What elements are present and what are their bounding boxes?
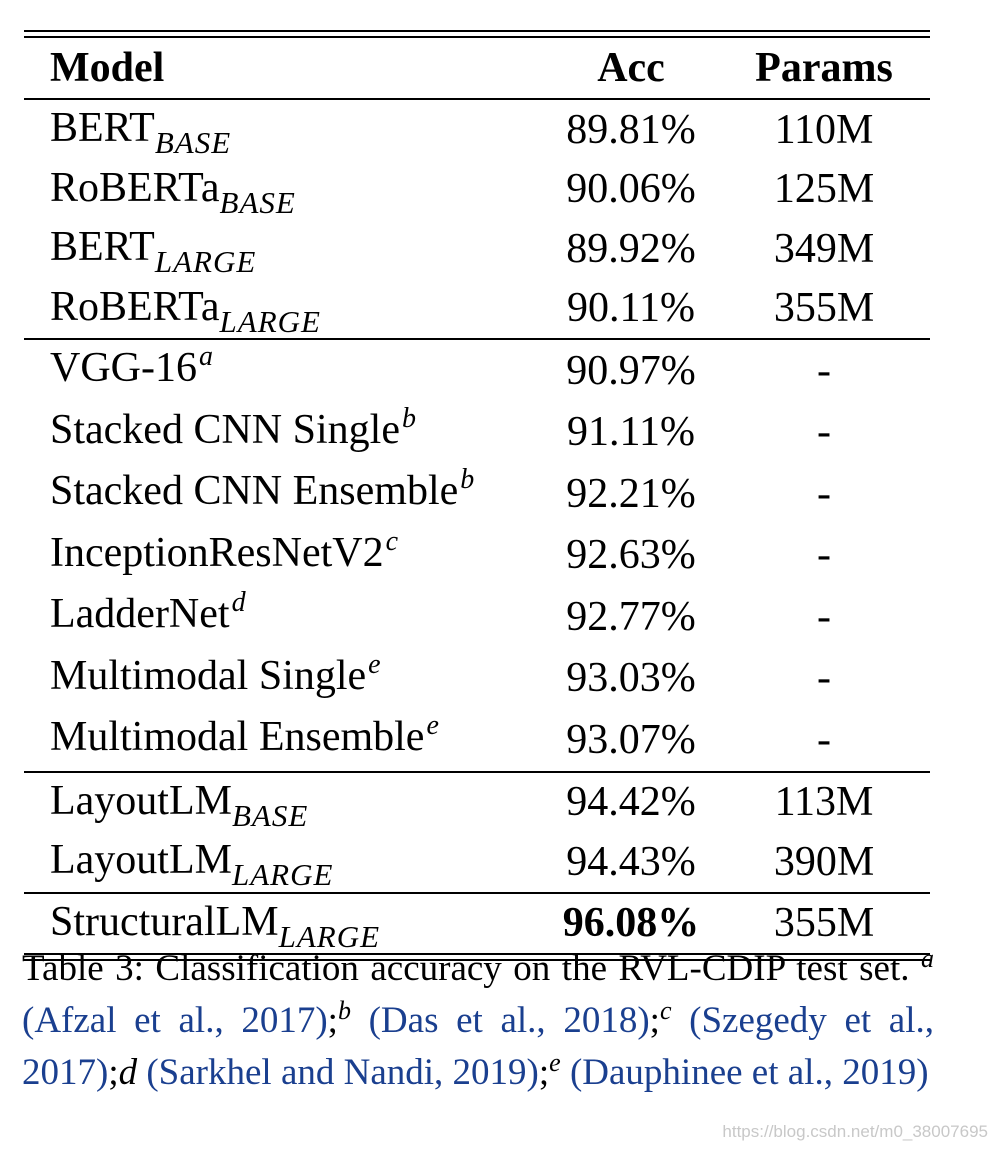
- table-row: [24, 219, 930, 279]
- table-row: [24, 648, 930, 710]
- params-cell: 349M: [773, 225, 875, 272]
- accuracy-cell: 94.42%: [544, 772, 718, 833]
- params-cell: 113M: [718, 772, 930, 833]
- model-name-cell: [24, 219, 544, 279]
- params-cell: 355M: [718, 893, 930, 954]
- model-variant-subscript: LARGE: [278, 918, 381, 954]
- model-variant-subscript: BASE: [219, 184, 296, 220]
- params-cell: -: [718, 339, 930, 402]
- results-table-container: [24, 30, 930, 961]
- table-row: [24, 525, 930, 587]
- model-name-cell: [24, 463, 544, 525]
- model-name-cell: [24, 160, 544, 220]
- header-model: Model: [50, 45, 165, 91]
- model-variant-subscript: BASE: [154, 125, 232, 160]
- model-name: LayoutLM: [50, 837, 232, 883]
- model-variant-subscript: BASE: [231, 797, 309, 833]
- model-name: BERT: [50, 224, 155, 270]
- table-top-double-rule: [24, 30, 930, 38]
- table-caption: Table 3: Classification accuracy on the RVL-CDIP test set. $^a$ (Afzal et al., 2017);$^b$ (Das et al., 2018);$^c$ (Szegedy et al., 2017);d (Sarkhel and Nandi, 2019);$^e$ (Dauphinee et al., 2019): [22, 944, 935, 1093]
- caption-citation-link[interactable]: (Szegedy et al., 2017): [22, 1000, 935, 1093]
- model-name: Stacked CNN Single: [50, 406, 400, 453]
- model-variant-subscript: LARGE: [231, 857, 334, 892]
- model-name: InceptionResNetV2: [50, 529, 384, 576]
- citation-superscript: c: [385, 525, 399, 557]
- model-name-cell: [24, 525, 544, 587]
- accuracy-cell: 96.08%: [544, 893, 718, 954]
- caption-ref-mark: a: [921, 944, 934, 973]
- model-name: StructuralLM: [50, 898, 279, 945]
- model-name: VGG-16: [50, 345, 197, 391]
- citation-superscript: e: [368, 648, 381, 680]
- model-name-cell: [24, 99, 544, 160]
- model-name-cell: [24, 279, 544, 340]
- accuracy-cell: 93.03%: [566, 655, 696, 701]
- table-row: [24, 402, 930, 464]
- caption-text: Table 3: Classification accuracy on the RVL-CDIP test set.: [22, 948, 910, 989]
- caption-ref-mark: e: [549, 1048, 561, 1077]
- accuracy-cell: 90.06%: [566, 166, 696, 212]
- table-row: [24, 160, 930, 220]
- model-name: LadderNet: [50, 591, 230, 637]
- accuracy-cell: 92.63%: [566, 532, 696, 578]
- model-name-cell: [24, 586, 544, 648]
- table-row: [24, 463, 930, 525]
- accuracy-cell: 92.21%: [566, 470, 696, 517]
- accuracy-cell: 89.92%: [566, 225, 696, 272]
- header-params: Params: [755, 45, 893, 91]
- caption-ref-mark: d: [118, 1052, 138, 1093]
- model-name: Multimodal Ensemble: [50, 714, 425, 760]
- params-cell: -: [817, 655, 831, 701]
- accuracy-cell: 91.11%: [567, 409, 695, 455]
- model-name: Multimodal Single: [50, 652, 367, 699]
- model-name: LayoutLM: [50, 777, 232, 824]
- params-cell: 390M: [773, 838, 875, 885]
- params-cell: -: [817, 409, 831, 455]
- caption-citation-link[interactable]: (Das et al., 2018): [368, 1000, 650, 1041]
- table-header-row: [24, 38, 930, 99]
- accuracy-cell: 90.97%: [544, 339, 718, 402]
- accuracy-cell: 90.11%: [567, 285, 695, 331]
- caption-citation-link[interactable]: (Afzal et al., 2017): [22, 1000, 328, 1041]
- accuracy-cell: 94.43%: [566, 838, 696, 885]
- caption-ref-mark: b: [337, 996, 351, 1025]
- citation-superscript: a: [198, 341, 213, 372]
- model-name-cell: [24, 832, 544, 893]
- table-row: [24, 339, 930, 402]
- accuracy-cell: 92.77%: [566, 593, 696, 640]
- caption-citation-link[interactable]: (Sarkhel and Nandi, 2019): [146, 1052, 539, 1093]
- results-table: [24, 38, 930, 953]
- citation-superscript: d: [231, 587, 246, 618]
- model-name-cell: [24, 339, 544, 402]
- table-body: [24, 99, 930, 953]
- table-row: [24, 586, 930, 648]
- params-cell: 110M: [718, 99, 930, 160]
- params-cell: -: [817, 593, 831, 640]
- accuracy-cell: 93.07%: [566, 716, 696, 763]
- caption-ref-mark: c: [659, 996, 672, 1025]
- table-row: [24, 832, 930, 893]
- model-variant-subscript: LARGE: [154, 244, 257, 279]
- table-row: [24, 99, 930, 160]
- table-row: [24, 709, 930, 772]
- params-cell: -: [817, 532, 831, 578]
- model-name-cell: [24, 772, 544, 833]
- params-cell: -: [817, 716, 831, 763]
- table-row: [24, 772, 930, 833]
- params-cell: -: [817, 470, 831, 517]
- watermark: https://blog.csdn.net/m0_38007695: [722, 1122, 988, 1141]
- citation-superscript: b: [460, 464, 475, 495]
- citation-superscript: e: [426, 710, 439, 741]
- caption-citation-link[interactable]: (Dauphinee et al., 2019): [569, 1052, 929, 1093]
- model-variant-subscript: LARGE: [219, 303, 321, 339]
- params-cell: 355M: [773, 285, 875, 331]
- model-name-cell: [24, 402, 544, 464]
- accuracy-cell: 89.81%: [544, 99, 718, 160]
- model-name: BERT: [50, 105, 155, 151]
- header-acc: Acc: [597, 45, 665, 91]
- model-name-cell: [24, 709, 544, 772]
- model-name: RoBERTa: [50, 283, 220, 330]
- citation-superscript: b: [401, 402, 416, 434]
- model-name: RoBERTa: [50, 164, 220, 211]
- model-name-cell: [24, 648, 544, 710]
- params-cell: 125M: [773, 166, 875, 212]
- model-name: Stacked CNN Ensemble: [50, 468, 459, 514]
- table-row: [24, 279, 930, 340]
